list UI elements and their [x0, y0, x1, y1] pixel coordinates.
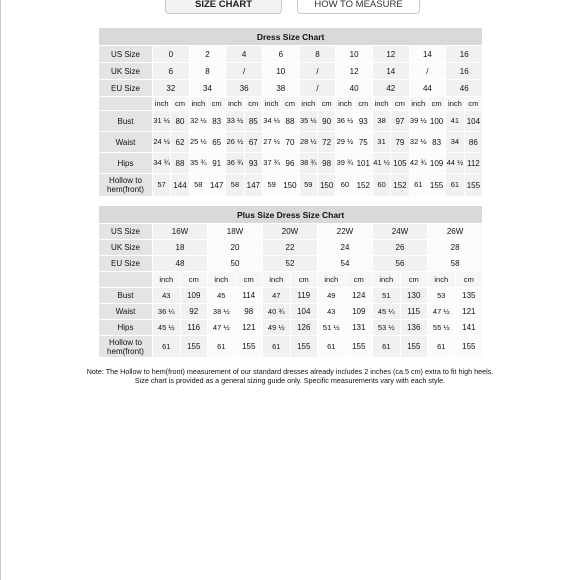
measurement-inch-cell: 53 [428, 288, 456, 304]
measurement-inch-cell: 57 [153, 174, 171, 197]
measurement-inch-cell: 38 ¾ [299, 153, 317, 174]
measurement-inch-cell: 61 [318, 336, 346, 358]
uk-size-cell: 6 [153, 63, 190, 80]
measurement-cm-cell: 104 [464, 111, 483, 132]
measurement-cm-cell: 124 [345, 288, 373, 304]
measurement-cm-cell: 119 [290, 288, 318, 304]
measurement-inch-cell: 36 ½ [336, 111, 354, 132]
measurement-label: Waist [99, 304, 153, 320]
eu-size-cell: 38 [262, 80, 299, 97]
unit-cm: cm [281, 97, 299, 111]
us-size-cell: 0 [153, 46, 190, 63]
us-size-cell: 20W [263, 224, 318, 240]
measurement-cm-cell: 136 [400, 320, 428, 336]
measurement-inch-cell: 49 ½ [263, 320, 291, 336]
uk-size-cell: 18 [153, 240, 208, 256]
measurement-cm-cell: 115 [400, 304, 428, 320]
uk-size-cell: 16 [446, 63, 483, 80]
measurement-inch-cell: 60 [336, 174, 354, 197]
size-chart-note: Note: The Hollow to hem(front) measurement of our standard dresses already includes 2 inches (ca.5 cm) extra to fit high heels. Size chart is provided as a general sizing guide only. Specific measurements vary with each style. [86, 367, 494, 385]
measurement-cm-cell: 72 [317, 132, 335, 153]
measurement-cm-cell: 67 [244, 132, 262, 153]
measurement-cm-cell: 155 [235, 336, 263, 358]
measurement-cm-cell: 83 [427, 132, 445, 153]
measurement-row [99, 288, 483, 304]
unit-inch: inch [428, 272, 456, 288]
unit-cm: cm [180, 272, 208, 288]
unit-inch: inch [318, 272, 346, 288]
unit-inch: inch [299, 97, 317, 111]
measurement-inch-cell: 47 ½ [208, 320, 236, 336]
measurement-inch-cell: 60 [372, 174, 390, 197]
measurement-inch-cell: 45 ¼ [373, 304, 401, 320]
uk-size-cell: 26 [373, 240, 428, 256]
measurement-label: Hips [99, 320, 153, 336]
measurement-cm-cell: 70 [281, 132, 299, 153]
measurement-cm-cell: 80 [171, 111, 189, 132]
measurement-cm-cell: 147 [244, 174, 262, 197]
measurement-inch-cell: 31 ½ [153, 111, 171, 132]
measurement-cm-cell: 98 [235, 304, 263, 320]
measurement-inch-cell: 34 [446, 132, 464, 153]
unit-cm: cm [345, 272, 373, 288]
measurement-inch-cell: 39 ¾ [336, 153, 354, 174]
unit-cm: cm [244, 97, 262, 111]
measurement-cm-cell: 130 [400, 288, 428, 304]
dress-size-chart-title: Dress Size Chart [99, 28, 483, 46]
measurement-cm-cell: 75 [354, 132, 372, 153]
unit-cm: cm [207, 97, 225, 111]
measurement-label: Hollow to hem(front) [99, 336, 153, 358]
eu-size-label: EU Size [99, 256, 153, 272]
measurement-cm-cell: 155 [427, 174, 445, 197]
measurement-inch-cell: 55 ½ [428, 320, 456, 336]
measurement-label: Hollow to hem(front) [99, 174, 153, 197]
us-size-cell: 6 [262, 46, 299, 63]
measurement-inch-cell: 47 [263, 288, 291, 304]
measurement-cm-cell: 97 [391, 111, 409, 132]
eu-size-cell: 54 [318, 256, 373, 272]
unit-cm: cm [427, 97, 445, 111]
us-size-cell: 16W [153, 224, 208, 240]
measurement-cm-cell: 105 [391, 153, 409, 174]
uk-size-row [99, 240, 483, 256]
eu-size-cell: 50 [208, 256, 263, 272]
measurement-cm-cell: 100 [427, 111, 445, 132]
measurement-cm-cell: 62 [171, 132, 189, 153]
measurement-cm-cell: 155 [180, 336, 208, 358]
measurement-inch-cell: 61 [409, 174, 427, 197]
uk-size-cell: 10 [262, 63, 299, 80]
unit-inch: inch [446, 97, 464, 111]
us-size-cell: 8 [299, 46, 336, 63]
measurement-cm-cell: 121 [235, 320, 263, 336]
measurement-cm-cell: 121 [455, 304, 483, 320]
measurement-cm-cell: 141 [455, 320, 483, 336]
measurement-cm-cell: 114 [235, 288, 263, 304]
eu-size-cell: 34 [189, 80, 226, 97]
measurement-inch-cell: 61 [373, 336, 401, 358]
measurement-cm-cell: 150 [317, 174, 335, 197]
measurement-inch-cell: 49 [318, 288, 346, 304]
eu-size-cell: 42 [372, 80, 409, 97]
measurement-inch-cell: 36 ¼ [153, 304, 181, 320]
measurement-inch-cell: 53 ½ [373, 320, 401, 336]
measurement-inch-cell: 45 [208, 288, 236, 304]
measurement-inch-cell: 37 ¾ [262, 153, 280, 174]
eu-size-cell: 46 [446, 80, 483, 97]
uk-size-cell: / [226, 63, 263, 80]
unit-cm: cm [455, 272, 483, 288]
us-size-cell: 4 [226, 46, 263, 63]
measurement-inch-cell: 59 [262, 174, 280, 197]
unit-inch: inch [262, 97, 280, 111]
unit-inch: inch [208, 272, 236, 288]
uk-size-cell: 24 [318, 240, 373, 256]
uk-size-cell: 28 [428, 240, 483, 256]
eu-size-row [99, 80, 483, 97]
unit-inch: inch [189, 97, 207, 111]
measurement-inch-cell: 61 [428, 336, 456, 358]
uk-size-cell: 12 [336, 63, 373, 80]
unit-inch: inch [372, 97, 390, 111]
unit-inch: inch [373, 272, 401, 288]
measurement-inch-cell: 38 ½ [208, 304, 236, 320]
measurement-inch-cell: 40 ¾ [263, 304, 291, 320]
measurement-inch-cell: 58 [226, 174, 244, 197]
uk-size-cell: 22 [263, 240, 318, 256]
measurement-inch-cell: 44 ½ [446, 153, 464, 174]
measurement-cm-cell: 155 [464, 174, 483, 197]
eu-size-row [99, 256, 483, 272]
measurement-inch-cell: 34 ¾ [153, 153, 171, 174]
measurement-inch-cell: 32 ½ [409, 132, 427, 153]
measurement-cm-cell: 101 [354, 153, 372, 174]
measurement-inch-cell: 41 ½ [372, 153, 390, 174]
us-size-label: US Size [99, 46, 153, 63]
unit-row-label [99, 272, 153, 288]
measurement-inch-cell: 29 ½ [336, 132, 354, 153]
us-size-label: US Size [99, 224, 153, 240]
measurement-cm-cell: 86 [464, 132, 483, 153]
measurement-cm-cell: 85 [244, 111, 262, 132]
measurement-inch-cell: 58 [189, 174, 207, 197]
measurement-row [99, 153, 483, 174]
measurement-cm-cell: 126 [290, 320, 318, 336]
measurement-cm-cell: 79 [391, 132, 409, 153]
uk-size-cell: 8 [189, 63, 226, 80]
measurement-inch-cell: 61 [153, 336, 181, 358]
us-size-cell: 10 [336, 46, 373, 63]
unit-inch: inch [409, 97, 427, 111]
measurement-row [99, 132, 483, 153]
unit-inch: inch [263, 272, 291, 288]
measurement-inch-cell: 24 ½ [153, 132, 171, 153]
unit-inch: inch [153, 272, 181, 288]
eu-size-cell: 48 [153, 256, 208, 272]
left-border-line [0, 0, 1, 580]
measurement-label: Waist [99, 132, 153, 153]
dress-size-chart-table [98, 27, 483, 197]
unit-cm: cm [354, 97, 372, 111]
measurement-inch-cell: 61 [446, 174, 464, 197]
measurement-cm-cell: 83 [207, 111, 225, 132]
measurement-row [99, 320, 483, 336]
us-size-cell: 18W [208, 224, 263, 240]
unit-cm: cm [171, 97, 189, 111]
us-size-cell: 24W [373, 224, 428, 240]
unit-cm: cm [235, 272, 263, 288]
measurement-cm-cell: 88 [171, 153, 189, 174]
measurement-inch-cell: 59 [299, 174, 317, 197]
uk-size-cell: / [409, 63, 446, 80]
measurement-cm-cell: 91 [207, 153, 225, 174]
measurement-cm-cell: 155 [455, 336, 483, 358]
measurement-inch-cell: 26 ½ [226, 132, 244, 153]
unit-cm: cm [391, 97, 409, 111]
us-size-row [99, 224, 483, 240]
uk-size-label: UK Size [99, 63, 153, 80]
measurement-cm-cell: 144 [171, 174, 189, 197]
tab-size-chart[interactable]: SIZE CHART [165, 0, 282, 14]
measurement-inch-cell: 25 ½ [189, 132, 207, 153]
measurement-inch-cell: 43 [153, 288, 181, 304]
measurement-cm-cell: 152 [391, 174, 409, 197]
measurement-cm-cell: 116 [180, 320, 208, 336]
unit-inch: inch [226, 97, 244, 111]
eu-size-cell: / [299, 80, 336, 97]
measurement-inch-cell: 51 [373, 288, 401, 304]
measurement-cm-cell: 155 [290, 336, 318, 358]
us-size-cell: 2 [189, 46, 226, 63]
measurement-cm-cell: 98 [317, 153, 335, 174]
measurement-cm-cell: 155 [400, 336, 428, 358]
uk-size-cell: 14 [372, 63, 409, 80]
measurement-row [99, 304, 483, 320]
unit-inch: inch [336, 97, 354, 111]
measurement-inch-cell: 61 [208, 336, 236, 358]
measurement-cm-cell: 90 [317, 111, 335, 132]
unit-row [99, 97, 483, 111]
measurement-inch-cell: 28 ½ [299, 132, 317, 153]
measurement-inch-cell: 38 [372, 111, 390, 132]
uk-size-row [99, 63, 483, 80]
measurement-cm-cell: 155 [345, 336, 373, 358]
unit-cm: cm [290, 272, 318, 288]
unit-inch: inch [153, 97, 171, 111]
eu-size-cell: 32 [153, 80, 190, 97]
tab-bar [165, 0, 420, 14]
plus-size-chart-table [98, 205, 483, 358]
measurement-inch-cell: 45 ½ [153, 320, 181, 336]
measurement-inch-cell: 32 ½ [189, 111, 207, 132]
measurement-cm-cell: 93 [244, 153, 262, 174]
us-size-cell: 26W [428, 224, 483, 240]
measurement-inch-cell: 34 ½ [262, 111, 280, 132]
measurement-row [99, 174, 483, 197]
measurement-label: Bust [99, 111, 153, 132]
measurement-inch-cell: 39 ½ [409, 111, 427, 132]
unit-cm: cm [464, 97, 483, 111]
measurement-label: Bust [99, 288, 153, 304]
measurement-cm-cell: 109 [180, 288, 208, 304]
measurement-cm-cell: 65 [207, 132, 225, 153]
measurement-cm-cell: 109 [345, 304, 373, 320]
measurement-inch-cell: 43 [318, 304, 346, 320]
eu-size-cell: 40 [336, 80, 373, 97]
measurement-inch-cell: 36 ¾ [226, 153, 244, 174]
eu-size-cell: 52 [263, 256, 318, 272]
us-size-row [99, 46, 483, 63]
us-size-cell: 12 [372, 46, 409, 63]
measurement-cm-cell: 104 [290, 304, 318, 320]
measurement-inch-cell: 35 ½ [299, 111, 317, 132]
eu-size-cell: 58 [428, 256, 483, 272]
unit-cm: cm [400, 272, 428, 288]
measurement-cm-cell: 88 [281, 111, 299, 132]
plus-size-chart-title: Plus Size Dress Size Chart [99, 206, 483, 224]
measurement-inch-cell: 33 ½ [226, 111, 244, 132]
eu-size-cell: 44 [409, 80, 446, 97]
measurement-label: Hips [99, 153, 153, 174]
us-size-cell: 16 [446, 46, 483, 63]
measurement-inch-cell: 35 ¾ [189, 153, 207, 174]
measurement-cm-cell: 92 [180, 304, 208, 320]
measurement-inch-cell: 27 ½ [262, 132, 280, 153]
eu-size-cell: 56 [373, 256, 428, 272]
measurement-cm-cell: 96 [281, 153, 299, 174]
unit-cm: cm [317, 97, 335, 111]
measurement-row [99, 336, 483, 358]
unit-row [99, 272, 483, 288]
measurement-inch-cell: 61 [263, 336, 291, 358]
uk-size-cell: 20 [208, 240, 263, 256]
measurement-cm-cell: 135 [455, 288, 483, 304]
measurement-cm-cell: 93 [354, 111, 372, 132]
measurement-inch-cell: 51 ½ [318, 320, 346, 336]
measurement-cm-cell: 150 [281, 174, 299, 197]
measurement-inch-cell: 41 [446, 111, 464, 132]
measurement-inch-cell: 42 ¾ [409, 153, 427, 174]
eu-size-cell: 36 [226, 80, 263, 97]
measurement-cm-cell: 147 [207, 174, 225, 197]
measurement-inch-cell: 31 [372, 132, 390, 153]
us-size-cell: 22W [318, 224, 373, 240]
unit-row-label [99, 97, 153, 111]
measurement-row [99, 111, 483, 132]
tab-how-to-measure[interactable]: HOW TO MEASURE [297, 0, 420, 14]
us-size-cell: 14 [409, 46, 446, 63]
uk-size-cell: / [299, 63, 336, 80]
measurement-inch-cell: 47 ½ [428, 304, 456, 320]
measurement-cm-cell: 131 [345, 320, 373, 336]
uk-size-label: UK Size [99, 240, 153, 256]
measurement-cm-cell: 109 [427, 153, 445, 174]
measurement-cm-cell: 112 [464, 153, 483, 174]
eu-size-label: EU Size [99, 80, 153, 97]
measurement-cm-cell: 152 [354, 174, 372, 197]
